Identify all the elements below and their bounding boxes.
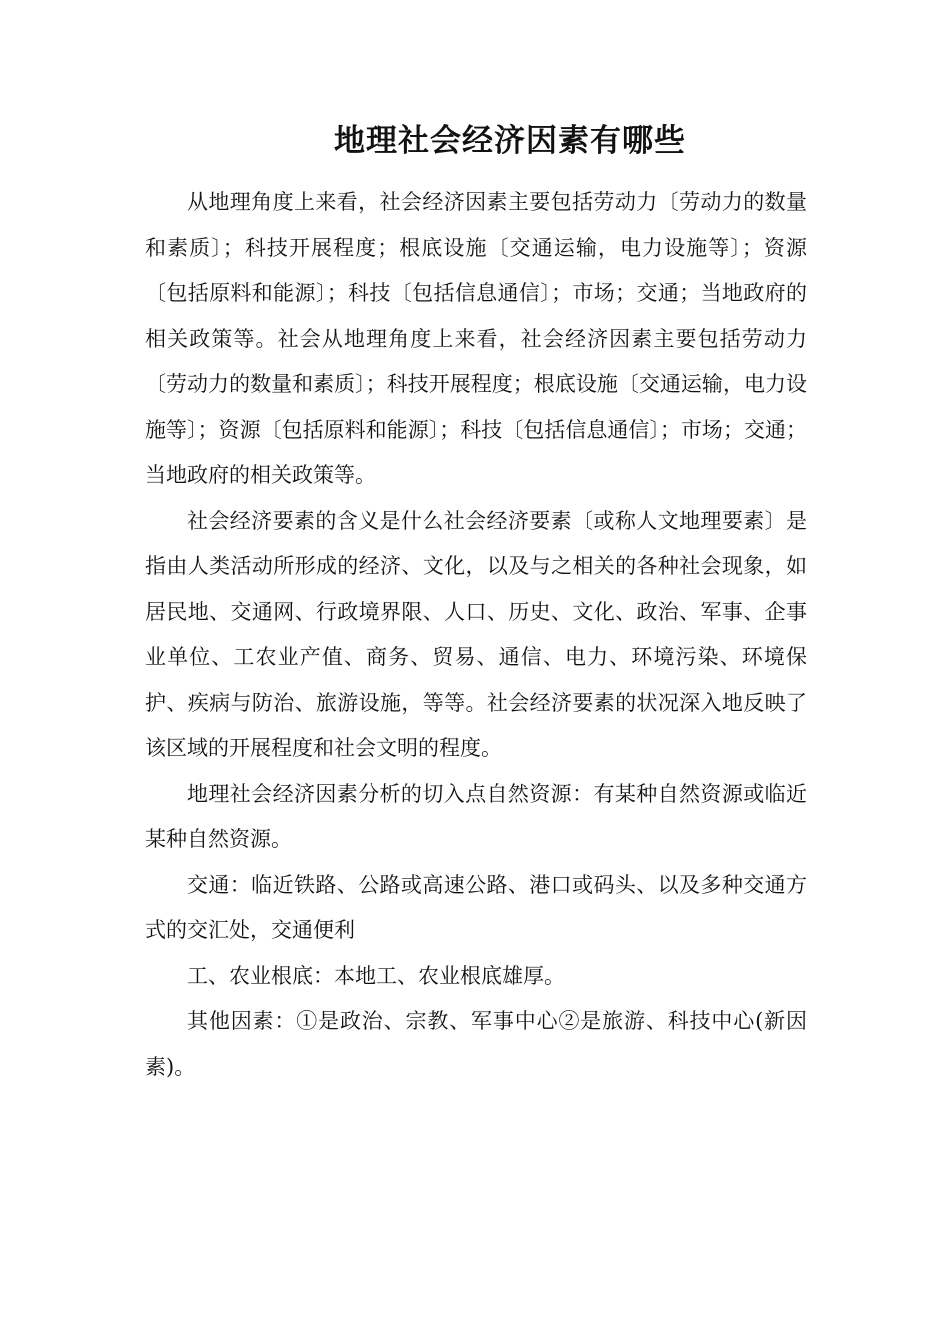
document-title: 地理社会经济因素有哪些 bbox=[334, 123, 686, 159]
document-body bbox=[145, 180, 807, 1090]
paragraph-industry-agriculture: 工、农业根底：本地工、农业根底雄厚。 bbox=[187, 963, 565, 988]
paragraph-other-factors: 其他因素：①是政治、宗教、军事中心②是旅游、科技中心(新因素)。 bbox=[145, 1009, 807, 1079]
paragraph-transportation: 交通：临近铁路、公路或高速公路、港口或码头、以及多种交通方式的交汇处，交通便利 bbox=[145, 872, 807, 942]
paragraph-natural-resources: 地理社会经济因素分析的切入点自然资源：有某种自然资源或临近某种自然资源。 bbox=[145, 781, 807, 851]
paragraph-socioeconomic-elements: 社会经济要素的含义是什么社会经济要素〔或称人文地理要素〕是指由人类活动所形成的经济、文化，以及与之相关的各种社会现象，如居民地、交通网、行政境界限、人口、历史、文化、政治、军事、企事业单位、工农业产值、商务、贸易、通信、电力、环境污染、环境保护、疾病与防治、旅游设施，等等。社会经济要素的状况深入地反映了该区域的开展程度和社会文明的程度。 bbox=[145, 508, 807, 760]
paragraph-socioeconomic-factors: 从地理角度上来看，社会经济因素主要包括劳动力〔劳动力的数量和素质〕；科技开展程度；根底设施〔交通运输，电力设施等〕；资源〔包括原料和能源〕；科技〔包括信息通信〕；市场；交通；当地政府的相关政策等。社会从地理角度上来看，社会经济因素主要包括劳动力〔劳动力的数量和素质〕；科技开展程度；根底设施〔交通运输，电力设施等〕；资源〔包括原料和能源〕；科技〔包括信息通信〕；市场；交通；当地政府的相关政策等。 bbox=[145, 190, 807, 487]
